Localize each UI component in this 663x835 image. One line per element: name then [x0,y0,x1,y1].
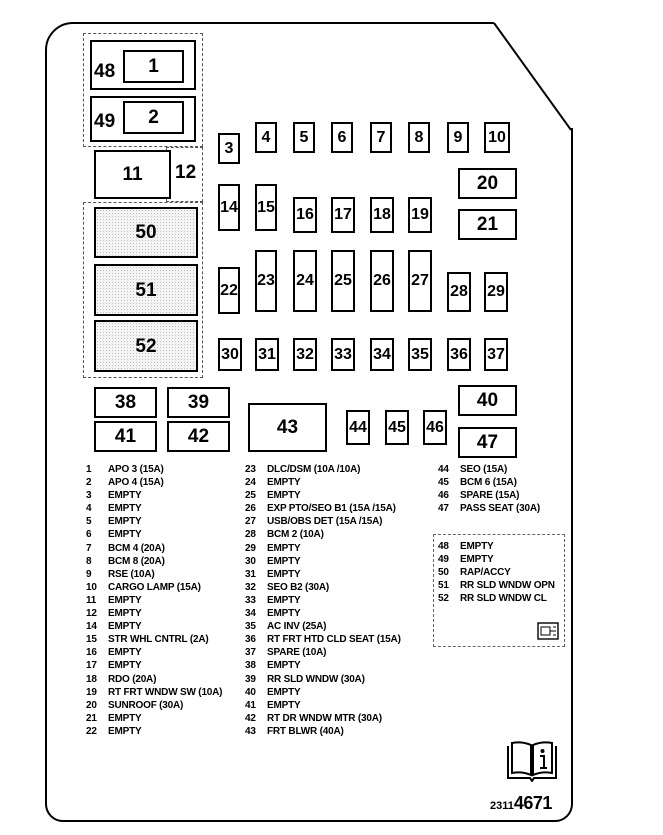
legend-entry-text: EMPTY [267,555,301,567]
legend-entry-text: EMPTY [108,503,142,515]
legend-entry-text: AC INV (25A) [267,621,327,633]
legend-entry-text: STR WHL CNTRL (2A) [108,634,209,646]
legend-entry-number: 44 [438,464,449,475]
fuse-39: 39 [167,387,230,418]
legend-entry-number: 10 [86,581,97,593]
legend-entry [438,502,540,515]
legend-entry-text: EMPTY [267,594,301,606]
legend-entry-number: 29 [245,542,256,554]
legend-entry-text: SPARE (10A) [267,647,327,659]
legend-entry-number: 28 [245,529,256,541]
fuse-15: 15 [255,184,277,231]
legend-entry-text: EXP PTO/SEO B1 (15A /15A) [267,503,396,515]
fuse-36: 36 [447,338,471,371]
legend-entry-text: CARGO LAMP (15A) [108,581,201,593]
legend-entry [86,555,222,568]
legend-entry [245,686,401,699]
legend-entry-text: SEO B2 (30A) [267,581,330,593]
legend-entry-number: 30 [245,555,256,567]
legend-entry-number: 26 [245,503,256,515]
legend-entry-number: 1 [86,464,92,475]
legend-entry-number: 7 [86,542,92,554]
legend-right [438,463,540,515]
legend-entry-number: 50 [438,567,449,579]
legend-entry [245,528,401,541]
legend-entry-text: EMPTY [108,725,142,737]
legend-entry-text: EMPTY [267,490,301,502]
legend-entry-text: BCM 2 (10A) [267,529,324,541]
legend-entry-text: DLC/DSM (10A /10A) [267,464,361,475]
fuse-19: 19 [408,197,432,233]
legend-entry-number: 12 [86,608,97,620]
legend-entry-text: EMPTY [108,621,142,633]
legend-entry-text: EMPTY [108,608,142,620]
legend-entry-number: 32 [245,581,256,593]
legend-entry-text: EMPTY [267,699,301,711]
fuse-23: 23 [255,250,277,312]
legend-entry [86,502,222,515]
legend-entry [438,476,540,489]
fuse-5: 5 [293,122,315,153]
fuse-4: 4 [255,122,277,153]
legend-entry-text: RAP/ACCY [460,567,511,579]
legend-entry-text: EMPTY [108,529,142,541]
legend-entry [245,607,401,620]
legend-entry-number: 49 [438,554,449,566]
legend-entry [86,489,222,502]
fuse-24: 24 [293,250,317,312]
legend-entry [245,712,401,725]
legend-entry-text: EMPTY [267,686,301,698]
legend-entry [245,542,401,555]
fuse-44: 44 [346,410,370,445]
fuse-7: 7 [370,122,392,153]
legend-entry-text: EMPTY [267,477,301,489]
fuse-2: 2 [123,101,184,134]
legend-entry [86,607,222,620]
legend-entry-text: SPARE (15A) [460,490,520,502]
legend-entry-text: EMPTY [108,490,142,502]
legend-entry-number: 43 [245,725,256,737]
legend-entry-text: EMPTY [108,516,142,528]
legend-entry-text: PASS SEAT (30A) [460,503,540,515]
legend-entry [245,581,401,594]
fuse-20: 20 [458,168,517,199]
legend-entry [438,579,555,592]
fuse-34: 34 [370,338,394,371]
fuse-17: 17 [331,197,355,233]
fuse-33: 33 [331,338,355,371]
legend-entry-number: 5 [86,516,92,528]
fuse-25: 25 [331,250,355,312]
legend-entry-text: EMPTY [460,541,494,552]
legend-entry-number: 39 [245,673,256,685]
legend-entry-text: RDO (20A) [108,673,157,685]
fuse-35: 35 [408,338,432,371]
legend-entry-text: SEO (15A) [460,464,508,475]
legend-entry [86,659,222,672]
legend-entry [245,699,401,712]
legend-entry-number: 31 [245,568,256,580]
legend-entry-number: 17 [86,660,97,672]
fuse-9: 9 [447,122,469,153]
legend-entry [438,553,555,566]
legend-entry-number: 38 [245,660,256,672]
fuse-29: 29 [484,272,508,312]
legend-entry [438,489,540,502]
legend-mid [245,463,401,738]
legend-entry [86,594,222,607]
legend-entry [438,540,555,553]
legend-entry-number: 48 [438,541,449,552]
fuse-40: 40 [458,385,517,416]
legend-entry [245,555,401,568]
legend-entry-number: 46 [438,490,449,502]
owner-manual-icon [506,740,558,782]
legend-entry-text: EMPTY [460,554,494,566]
legend-entry-number: 23 [245,464,256,475]
fuse-47: 47 [458,427,517,458]
legend-entry-number: 37 [245,647,256,659]
fuse-50: 50 [94,207,198,258]
part-number-suffix: 4671 [513,793,552,813]
part-number [490,793,552,814]
legend-entry-text: RT DR WNDW MTR (30A) [267,712,382,724]
fuse-6: 6 [331,122,353,153]
legend-entry-text: FRT BLWR (40A) [267,725,344,737]
fuse-26: 26 [370,250,394,312]
legend-entry-number: 40 [245,686,256,698]
legend-entry-number: 2 [86,477,92,489]
legend-entry [245,620,401,633]
fuse-16: 16 [293,197,317,233]
legend-entry [86,515,222,528]
legend-entry [245,673,401,686]
fuse-14: 14 [218,184,240,231]
legend-entry-text: RT FRT WNDW SW (10A) [108,686,223,698]
part-number-prefix: 2311 [490,800,514,812]
fuse-8: 8 [408,122,430,153]
legend-entry-text: EMPTY [108,594,142,606]
fuse-21: 21 [458,209,517,240]
legend-entry-text: EMPTY [267,568,301,580]
legend-entry-text: APO 4 (15A) [108,477,164,489]
legend-entry [86,528,222,541]
legend-entry-text: RSE (10A) [108,568,155,580]
legend-entry-number: 6 [86,529,92,541]
relay-49-frame [90,96,196,142]
legend-entry [86,686,222,699]
legend-entry-number: 41 [245,699,256,711]
legend-entry-number: 36 [245,634,256,646]
legend-entry-text: RR SLD WNDW CL [460,593,547,605]
legend-entry-text: EMPTY [108,712,142,724]
fuse-49-label: 49 [94,111,116,132]
legend-entry [86,581,222,594]
legend-entry-text: BCM 4 (20A) [108,542,165,554]
legend-entry [86,646,222,659]
legend-entry [86,633,222,646]
legend-entry [245,633,401,646]
fuse-45: 45 [385,410,409,445]
legend-entry-number: 4 [86,503,92,515]
legend-entry [245,568,401,581]
legend-entry-text: BCM 8 (20A) [108,555,165,567]
legend-entry [86,568,222,581]
legend-entry [86,542,222,555]
legend-entry-number: 14 [86,621,97,633]
fuse-3: 3 [218,133,240,164]
legend-entry [245,725,401,738]
legend-entry [86,673,222,686]
fuse-51: 51 [94,264,198,316]
legend-entry-number: 25 [245,490,256,502]
relay-symbol-icon [537,622,559,640]
legend-entry-number: 15 [86,634,97,646]
legend-entry-number: 47 [438,503,449,515]
legend-entry [86,712,222,725]
legend-entry-number: 8 [86,555,92,567]
fuse-31: 31 [255,338,279,371]
legend-entry-number: 33 [245,594,256,606]
legend-entry-number: 42 [245,712,256,724]
fuse-12-label: 12 [175,162,197,183]
legend-entry-text: RT FRT HTD CLD SEAT (15A) [267,634,401,646]
legend-entry [245,476,401,489]
legend-entry-number: 24 [245,477,256,489]
legend-entry-number: 21 [86,712,97,724]
legend-entry [245,515,401,528]
relay-48-frame [90,40,196,90]
legend-entry-number: 51 [438,580,449,592]
legend-entry-text: USB/OBS DET (15A /15A) [267,516,383,528]
legend-entry [86,725,222,738]
fuse-30: 30 [218,338,242,371]
legend-entry-number: 35 [245,621,256,633]
legend-entry [245,463,401,476]
legend-entry-number: 16 [86,647,97,659]
legend-entry [86,620,222,633]
fuse-32: 32 [293,338,317,371]
fuse-38: 38 [94,387,157,418]
legend-entry-text: EMPTY [267,608,301,620]
legend-entry-number: 11 [86,594,97,606]
legend-entry-number: 45 [438,477,449,489]
legend-entry [245,502,401,515]
legend-entry-number: 19 [86,686,97,698]
fuse-46: 46 [423,410,447,445]
legend-entry-text: EMPTY [108,647,142,659]
legend-entry-number: 18 [86,673,97,685]
legend-entry [245,594,401,607]
legend-entry-text: EMPTY [267,542,301,554]
legend-entry-number: 52 [438,593,449,605]
legend-entry-text: RR SLD WNDW OPN [460,580,555,592]
legend-entry [438,566,555,579]
legend-entry-number: 9 [86,568,92,580]
legend-entry-text: EMPTY [267,660,301,672]
legend-relays [438,540,555,605]
legend-entry-text: RR SLD WNDW (30A) [267,673,365,685]
legend-entry [245,489,401,502]
legend-entry [438,592,555,605]
fuse-42: 42 [167,421,230,452]
fuse-48-label: 48 [94,61,116,82]
legend-entry [438,463,540,476]
legend-entry [86,463,222,476]
fuse-43: 43 [248,403,327,452]
fuse-41: 41 [94,421,157,452]
legend-entry-text: EMPTY [108,660,142,672]
legend-entry-text: SUNROOF (30A) [108,699,184,711]
legend-entry-number: 34 [245,608,256,620]
fuse-37: 37 [484,338,508,371]
legend-entry-number: 27 [245,516,256,528]
legend-entry [86,476,222,489]
legend-entry [86,699,222,712]
legend-entry [245,646,401,659]
fuse-18: 18 [370,197,394,233]
fuse-27: 27 [408,250,432,312]
legend-entry-number: 3 [86,490,92,502]
fuse-11: 11 [94,150,171,199]
legend-entry-text: APO 3 (15A) [108,464,164,475]
fuse-52: 52 [94,320,198,372]
legend-entry-number: 22 [86,725,97,737]
fuse-28: 28 [447,272,471,312]
legend-entry-text: BCM 6 (15A) [460,477,517,489]
fuse-1: 1 [123,50,184,83]
legend-left [86,463,222,738]
fuse-10: 10 [484,122,510,153]
legend-entry [245,659,401,672]
legend-entry-number: 20 [86,699,97,711]
fuse-22: 22 [218,267,240,314]
